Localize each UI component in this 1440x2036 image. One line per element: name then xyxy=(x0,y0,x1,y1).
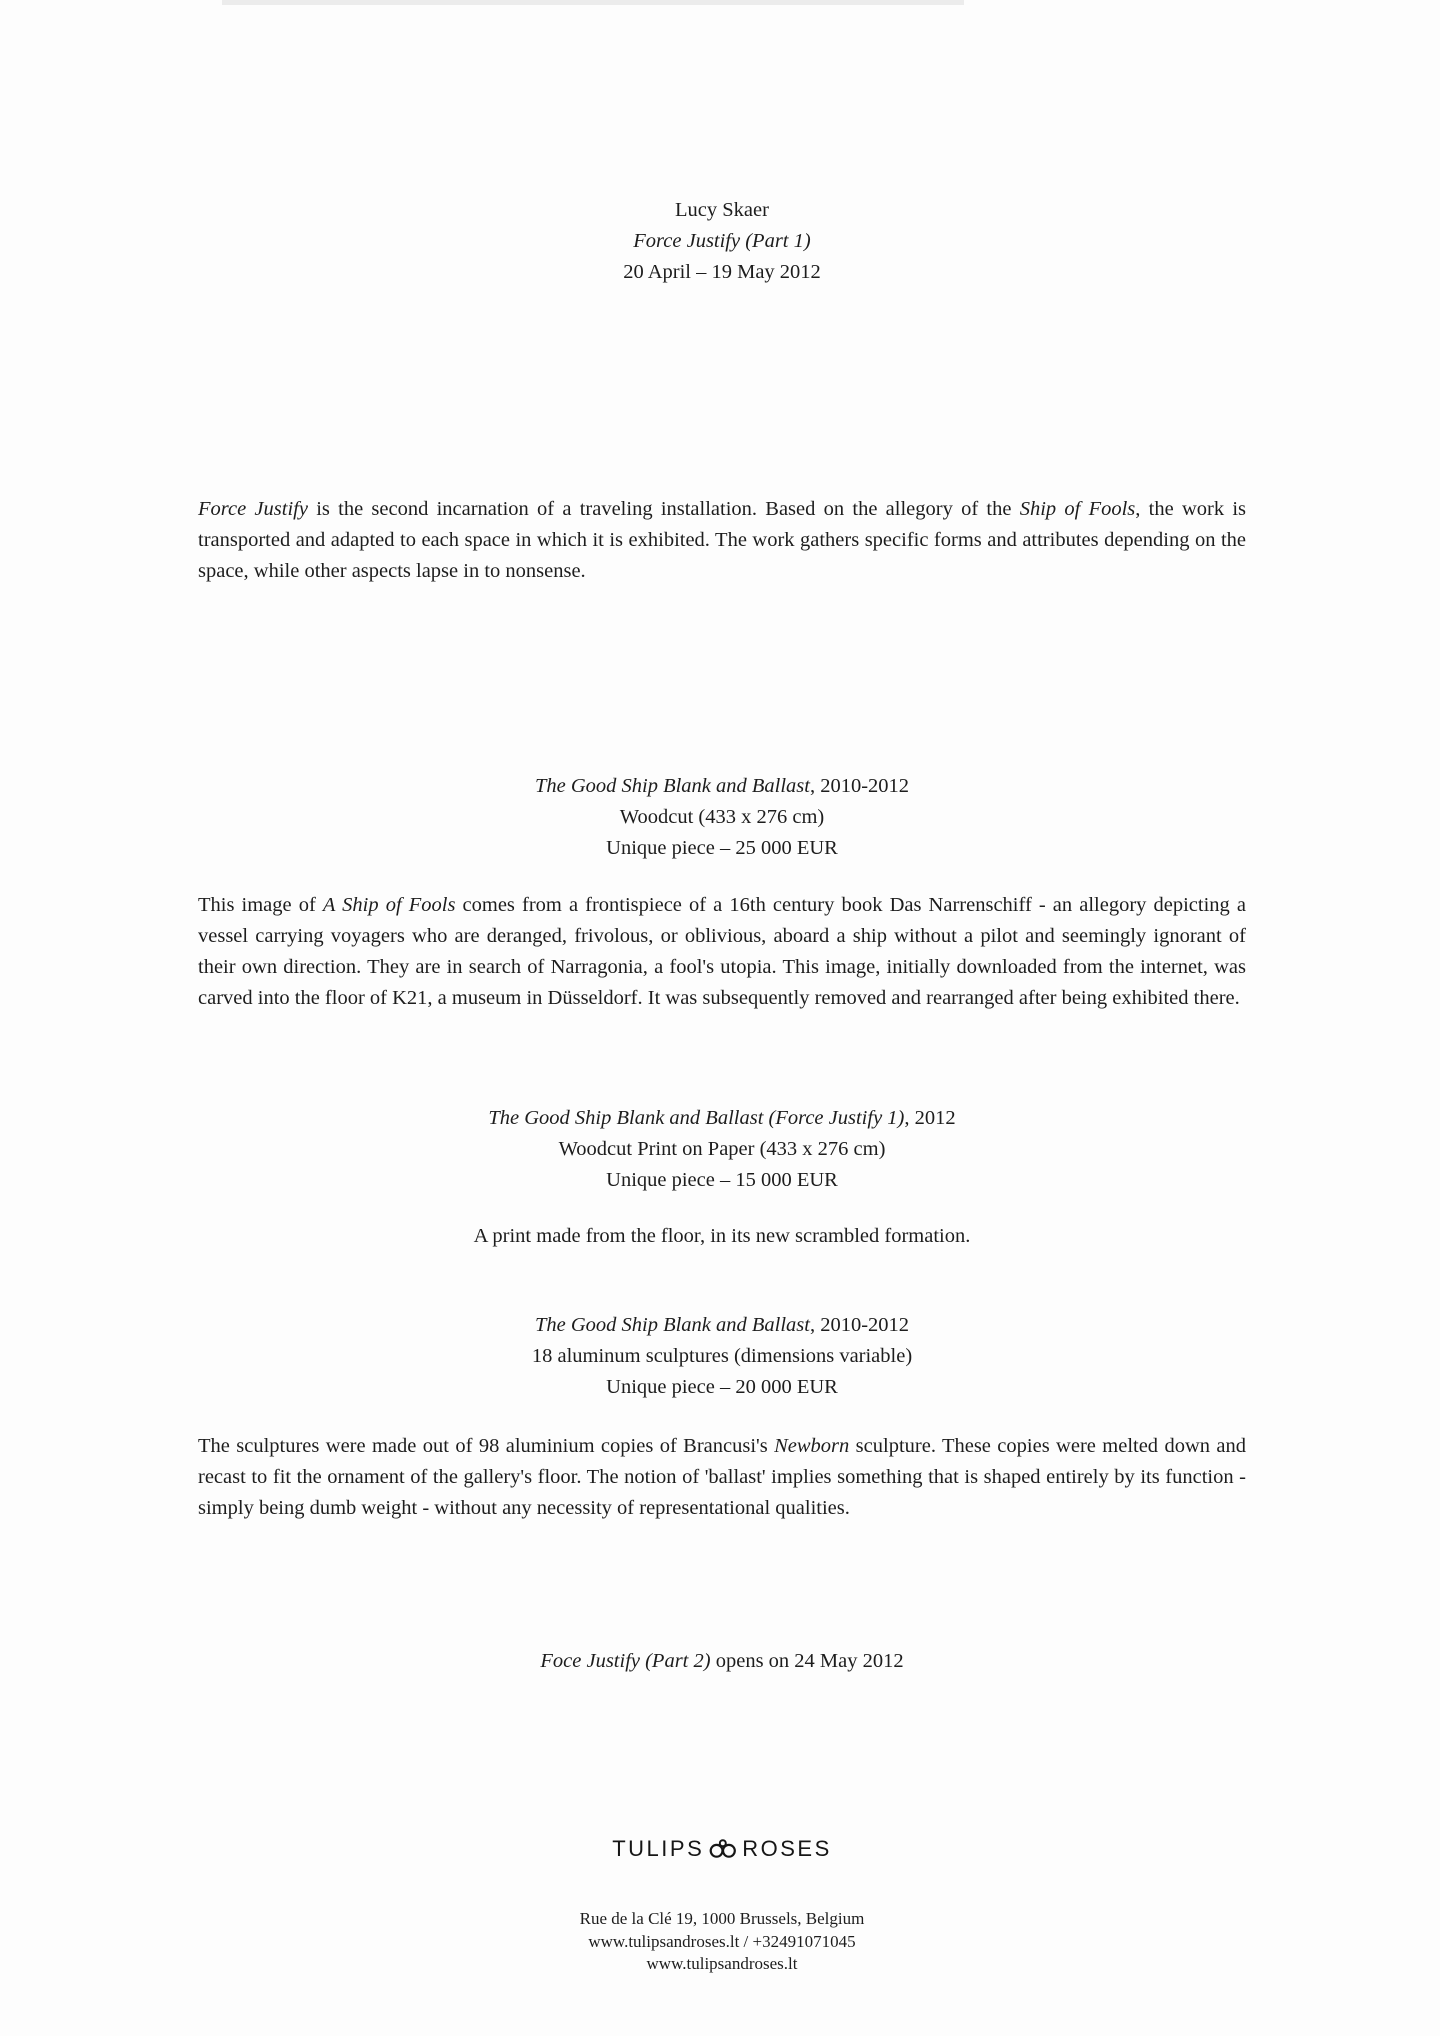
footer-address: Rue de la Clé 19, 1000 Brussels, Belgium xyxy=(579,1909,865,1928)
logo-text-right: ROSES xyxy=(742,1836,832,1861)
closing-line: Foce Justify (Part 2) opens on 24 May 2012 xyxy=(540,1650,904,1672)
work-3-medium: 18 aluminum sculptures (dimensions variable) xyxy=(531,1345,913,1367)
work-3-description: The sculptures were made out of 98 aluminium copies of Brancusi's Newborn sculpture. These copies were melted down and recast to fit the ornament of the gallery's floor. The notion of 'ballast' implies something that is shaped entirely by its function - simply being dumb weight - without any necessity of representational qualities. xyxy=(198,1435,1246,1519)
work-3-title: The Good Ship Blank and Ballast, 2010-2012 xyxy=(534,1314,910,1336)
footer-website: www.tulipsandroses.lt xyxy=(646,1954,798,1973)
exhibition-title: Force Justify (Part 1) xyxy=(633,230,811,252)
work-2-note: A print made from the floor, in its new scrambled formation. xyxy=(473,1225,971,1247)
work-1-caption xyxy=(198,771,1246,864)
gallery-logo xyxy=(198,1836,1246,1864)
work-2-edition: Unique piece – 15 000 EUR xyxy=(606,1169,838,1191)
work-1-title: The Good Ship Blank and Ballast, 2010-2012 xyxy=(534,775,910,797)
work-2-caption xyxy=(198,1103,1246,1196)
work-3-caption xyxy=(198,1310,1246,1403)
work-3-edition: Unique piece – 20 000 EUR xyxy=(606,1376,838,1398)
header-block xyxy=(198,195,1246,288)
intro-paragraph: Force Justify is the second incarnation of a traveling installation. Based on the allegory of the Ship of Fools, the work is transported and adapted to each space in which it is exhibited. The work gathers specific forms and attributes depending on the space, while other aspects lapse in to nonsense. xyxy=(198,498,1247,582)
work-1-medium: Woodcut (433 x 276 cm) xyxy=(619,806,825,828)
work-2-title: The Good Ship Blank and Ballast (Force Justify 1), 2012 xyxy=(488,1107,956,1129)
footer xyxy=(198,1908,1246,1976)
artist-name: Lucy Skaer xyxy=(675,199,769,221)
scan-artifact-strip xyxy=(222,0,964,5)
exhibition-dates: 20 April – 19 May 2012 xyxy=(623,261,821,283)
work-2-medium: Woodcut Print on Paper (433 x 276 cm) xyxy=(558,1138,886,1160)
logo-text-left: TULIPS xyxy=(612,1836,705,1861)
footer-contact: www.tulipsandroses.lt / +32491071045 xyxy=(588,1931,856,1951)
work-1-edition: Unique piece – 25 000 EUR xyxy=(606,837,838,859)
ampersand-infinity-icon xyxy=(708,1838,738,1864)
work-1-description: This image of A Ship of Fools comes from a frontispiece of a 16th century book Das Narrenschiff - an allegory depicting a vessel carrying voyagers who are deranged, frivolous, or oblivious, aboard a ship without a pilot and seemingly ignorant of their own direction. They are in search of Narragonia, a fool's utopia. This image, initially downloaded from the internet, was carved into the floor of K21, a museum in Düsseldorf. It was subsequently removed and rearranged after being exhibited there. xyxy=(198,894,1246,1009)
